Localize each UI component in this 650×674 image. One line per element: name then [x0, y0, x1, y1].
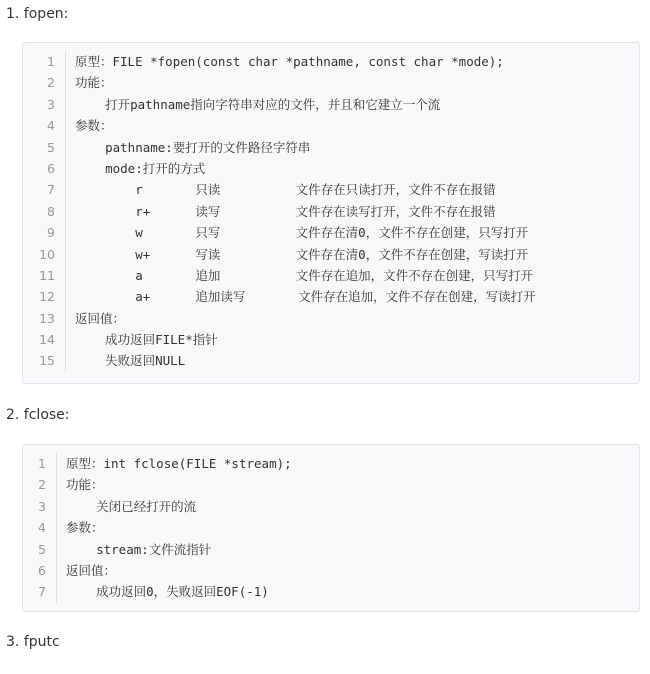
- heading-fputc: 3. fputc: [6, 634, 60, 650]
- code-text: a 追加 文件存在追加，文件不存在创建，只写打开: [75, 267, 534, 283]
- code-line: [23, 539, 639, 560]
- line-number: 15: [23, 350, 66, 371]
- code-text: r+ 读写 文件存在读写打开，文件不存在报错: [75, 203, 496, 219]
- line-number: 4: [23, 517, 57, 538]
- code-line: [23, 72, 639, 93]
- line-number: 7: [23, 581, 57, 602]
- line-number: 10: [23, 244, 66, 265]
- code-line: [23, 560, 639, 581]
- code-block-fclose: [22, 444, 640, 612]
- line-number: 2: [23, 474, 57, 495]
- code-text: a+ 追加读写 文件存在追加，文件不存在创建，写读打开: [75, 289, 536, 305]
- code-text: w 只写 文件存在清0，文件不存在创建，只写打开: [75, 225, 529, 241]
- code-line: [23, 244, 639, 265]
- code-line: [23, 496, 639, 517]
- line-number: 1: [23, 453, 57, 474]
- line-number: 7: [23, 179, 66, 200]
- code-line: [23, 286, 639, 307]
- code-line: [23, 453, 639, 474]
- code-line: [23, 158, 639, 179]
- code-line: [23, 350, 639, 371]
- line-number: 6: [23, 158, 66, 179]
- line-number: 14: [23, 329, 66, 350]
- code-text: w+ 写读 文件存在清0，文件不存在创建，写读打开: [75, 246, 529, 262]
- code-text: 成功返回0，失败返回EOF(-1): [66, 584, 269, 600]
- line-number: 5: [23, 539, 57, 560]
- code-block-fopen: [22, 42, 640, 384]
- code-text: pathname:要打开的文件路径字符串: [75, 139, 311, 155]
- code-text: 参数：: [75, 118, 113, 134]
- code-line: [23, 308, 639, 329]
- line-number: 8: [23, 201, 66, 222]
- code-text: mode:打开的方式: [75, 160, 206, 176]
- line-number: 5: [23, 137, 66, 158]
- code-text: r 只读 文件存在只读打开，文件不存在报错: [75, 182, 496, 198]
- code-text: 打开pathname指向字符串对应的文件，并且和它建立一个流: [75, 96, 441, 112]
- code-text: 功能：: [75, 75, 113, 91]
- code-line: [23, 517, 639, 538]
- code-text: 返回值：: [66, 562, 117, 578]
- line-number: 4: [23, 115, 66, 136]
- code-text: 参数：: [66, 520, 104, 536]
- code-text: 关闭已经打开的流: [66, 498, 197, 514]
- heading-fopen: 1. fopen:: [6, 6, 69, 22]
- code-line: [23, 581, 639, 602]
- line-number: 3: [23, 496, 57, 517]
- line-number: 1: [23, 51, 66, 72]
- line-number: 11: [23, 265, 66, 286]
- code-text: 原型：FILE *fopen(const char *pathname, const char *mode);: [75, 54, 504, 69]
- heading-fclose: 2. fclose:: [6, 407, 70, 423]
- code-text: 功能：: [66, 477, 104, 493]
- code-text: stream:文件流指针: [66, 541, 212, 557]
- code-line: [23, 137, 639, 158]
- code-line: [23, 115, 639, 136]
- code-line: [23, 265, 639, 286]
- code-line: [23, 51, 639, 72]
- line-number: 2: [23, 72, 66, 93]
- code-line: [23, 201, 639, 222]
- line-number: 12: [23, 286, 66, 307]
- code-line: [23, 94, 639, 115]
- code-text: 原型：int fclose(FILE *stream);: [66, 456, 292, 471]
- code-text: 失败返回NULL: [75, 353, 186, 369]
- code-text: 成功返回FILE*指针: [75, 332, 218, 348]
- line-number: 13: [23, 308, 66, 329]
- line-number: 3: [23, 94, 66, 115]
- code-text: 返回值：: [75, 310, 126, 326]
- line-number: 9: [23, 222, 66, 243]
- line-number: 6: [23, 560, 57, 581]
- code-line: [23, 329, 639, 350]
- code-line: [23, 474, 639, 495]
- code-line: [23, 179, 639, 200]
- code-line: [23, 222, 639, 243]
